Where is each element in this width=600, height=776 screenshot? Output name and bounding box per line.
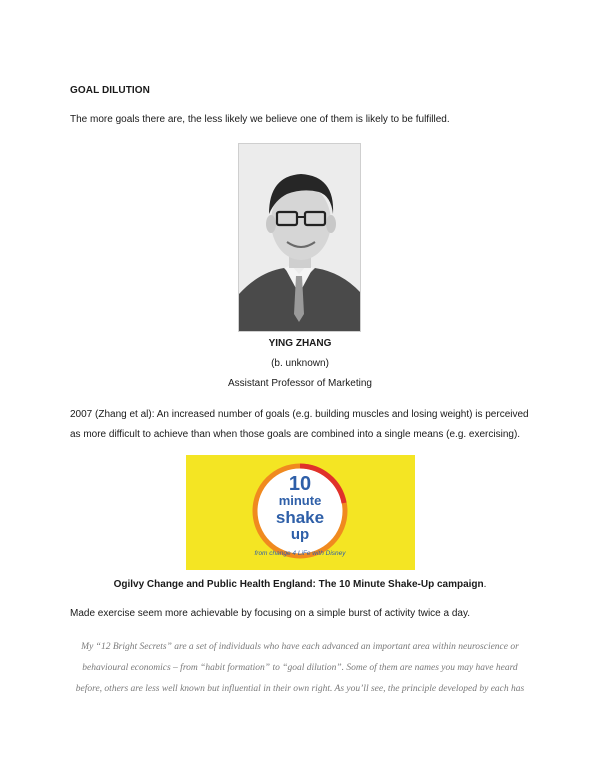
footer-line-1: My “12 Bright Secrets” are a set of individuals who have each advanced an important area within neuroscience or [81, 642, 519, 652]
profile-name: YING ZHANG [268, 338, 332, 349]
logo-word-minute: minute [278, 493, 322, 508]
logo-number: 10 [288, 473, 312, 495]
study-line-1: 2007 (Zhang et al): An increased number of goals (e.g. building muscles and losing weight) is perceived [70, 409, 529, 420]
shake-up-logo [186, 455, 415, 570]
campaign-caption-text: Ogilvy Change and Public Health England: The 10 Minute Shake-Up campaign [113, 579, 484, 590]
logo-ring-text: from change 4 LiFe with Disney [254, 550, 346, 557]
profile-dates: (b. unknown) [271, 358, 329, 369]
campaign-caption-period: . [483, 579, 487, 590]
logo-word-up: up [290, 526, 310, 543]
campaign-logo-banner [186, 455, 415, 570]
footer-line-2: behavioural economics – from “habit formation” to “goal dilution”. Some of them are names you may have heard [82, 663, 518, 673]
portrait-icon [239, 144, 360, 331]
intro-paragraph: The more goals there are, the less likely we believe one of them is likely to be fulfilled. [70, 114, 450, 125]
section-heading: GOAL DILUTION [70, 85, 151, 96]
campaign-caption [0, 579, 600, 590]
profile-title: Assistant Professor of Marketing [228, 378, 372, 389]
footer-line-3: before, others are less well known but influential in their own right. As you’ll see, the principle developed by each has [75, 684, 525, 694]
footer-intro [70, 637, 530, 700]
logo-word-shake: shake [275, 508, 325, 527]
campaign-outcome: Made exercise seem more achievable by focusing on a simple burst of activity twice a day. [70, 608, 470, 619]
portrait-photo [238, 143, 361, 332]
study-line-2: as more difficult to achieve than when those goals are combined into a single means (e.g. exercising). [70, 429, 521, 440]
